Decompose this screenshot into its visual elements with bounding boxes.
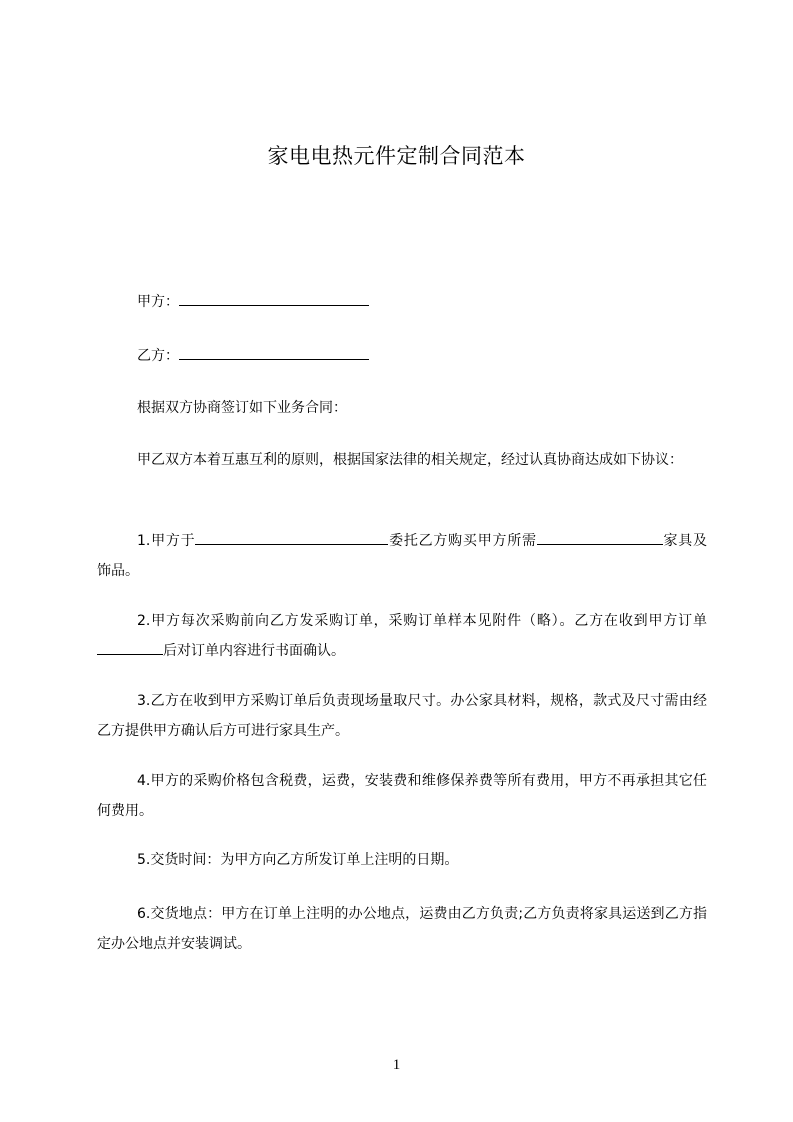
party-b-line <box>137 345 369 366</box>
clause-3: 3.乙方在收到甲方采购订单后负责现场量取尺寸。办公家具材料，规格，款式及尺寸需由经乙方提供甲方确认后方可进行家具生产。 <box>97 693 707 739</box>
clause-6: 6.交货地点：甲方在订单上注明的办公地点，运费由乙方负责;乙方负责将家具运送到乙方指定办公地点并安装调试。 <box>97 906 707 952</box>
clause-1-part1: 1.甲方于 <box>137 533 196 549</box>
intro-paragraph: 根据双方协商签订如下业务合同： <box>137 400 347 416</box>
party-a-line <box>137 291 369 312</box>
clause-4: 4.甲方的采购价格包含税费，运费，安装费和维修保养费等所有费用，甲方不再承担其它任何费用。 <box>97 773 707 819</box>
party-b-label: 乙方： <box>137 348 179 364</box>
clause-1-blank-date <box>195 530 388 545</box>
clause-5: 5.交货时间：为甲方向乙方所发订单上注明的日期。 <box>137 852 459 868</box>
clause-1-part3: 家具及饰品。 <box>97 533 708 579</box>
clause-2-part2: 后对订单内容进行书面确认。 <box>163 643 345 659</box>
clause-2-part1: 2.甲方每次采购前向乙方发采购订单，采购订单样本见附件（略）。乙方在收到甲方订单 <box>137 613 707 629</box>
clause-1-blank-items <box>537 530 663 545</box>
preamble-paragraph: 甲乙双方本着互惠互利的原则，根据国家法律的相关规定，经过认真协商达成如下协议： <box>137 452 683 468</box>
party-a-label: 甲方： <box>137 294 179 310</box>
clause-2-blank <box>97 640 163 655</box>
party-a-blank <box>179 291 369 306</box>
document-title: 家电电热元件定制合同范本 <box>267 144 526 168</box>
party-b-blank <box>179 345 369 360</box>
clause-2 <box>97 606 707 666</box>
clause-1 <box>97 526 707 586</box>
page-number: 1 <box>392 1057 401 1073</box>
clause-1-part2: 委托乙方购买甲方所需 <box>388 533 537 549</box>
